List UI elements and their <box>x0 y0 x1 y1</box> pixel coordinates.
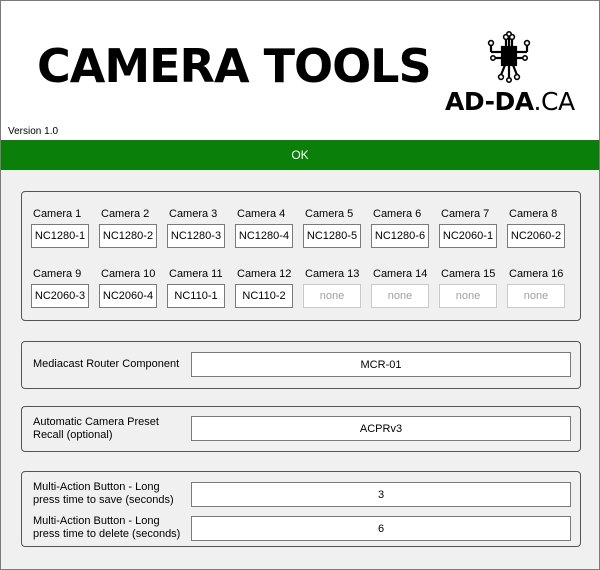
camera-label: Camera 13 <box>305 268 360 280</box>
camera-label: Camera 5 <box>305 208 354 220</box>
camera-7-input[interactable] <box>439 224 497 248</box>
version-label: Version 1.0 <box>8 126 59 137</box>
delete-time-label: Multi-Action Button - Long press time to delete (seconds) <box>33 515 181 540</box>
camera-label: Camera 6 <box>373 208 422 220</box>
camera-2-input[interactable] <box>99 224 157 248</box>
preset-recall-input[interactable] <box>191 416 571 441</box>
camera-15-input[interactable] <box>439 284 497 308</box>
mediacast-label: Mediacast Router Component <box>33 358 180 370</box>
preset-recall-label: Automatic Camera Preset Recall (optional) <box>33 416 159 441</box>
camera-label: Camera 15 <box>441 268 496 280</box>
delete-time-input[interactable] <box>191 516 571 541</box>
camera-3-input[interactable] <box>167 224 225 248</box>
camera-label: Camera 16 <box>509 268 564 280</box>
camera-label: Camera 3 <box>169 208 218 220</box>
save-time-input[interactable] <box>191 482 571 507</box>
camera-9-input[interactable] <box>31 284 89 308</box>
camera-label: Camera 11 <box>169 268 223 280</box>
camera-12-input[interactable] <box>235 284 293 308</box>
camera-8-input[interactable] <box>507 224 565 248</box>
camera-label: Camera 9 <box>33 268 82 280</box>
camera-16-input[interactable] <box>507 284 565 308</box>
camera-11-input[interactable] <box>167 284 225 308</box>
header <box>1 1 599 140</box>
camera-label: Camera 12 <box>237 268 292 280</box>
circuit-logo-icon <box>487 31 531 83</box>
camera-1-input[interactable] <box>31 224 89 248</box>
multi-action-group <box>21 471 581 547</box>
app-title: CAMERA TOOLS <box>37 39 431 93</box>
camera-label: Camera 2 <box>101 208 150 220</box>
camera-10-input[interactable] <box>99 284 157 308</box>
camera-5-input[interactable] <box>303 224 361 248</box>
camera-label: Camera 7 <box>441 208 490 220</box>
mediacast-group <box>21 341 581 389</box>
camera-14-input[interactable] <box>371 284 429 308</box>
camera-label: Camera 10 <box>101 268 156 280</box>
mediacast-input[interactable] <box>191 352 571 377</box>
ok-button[interactable]: OK <box>1 140 599 170</box>
logo <box>445 31 580 117</box>
camera-6-input[interactable] <box>371 224 429 248</box>
camera-4-input[interactable] <box>235 224 293 248</box>
camera-label: Camera 8 <box>509 208 558 220</box>
camera-label: Camera 14 <box>373 268 428 280</box>
camera-13-input[interactable] <box>303 284 361 308</box>
camera-grid <box>21 191 581 321</box>
camera-label: Camera 1 <box>33 208 82 220</box>
camera-label: Camera 4 <box>237 208 286 220</box>
save-time-label: Multi-Action Button - Long press time to save (seconds) <box>33 481 174 506</box>
preset-recall-group <box>21 406 581 452</box>
logo-text: AD-DA.CA <box>445 87 575 116</box>
